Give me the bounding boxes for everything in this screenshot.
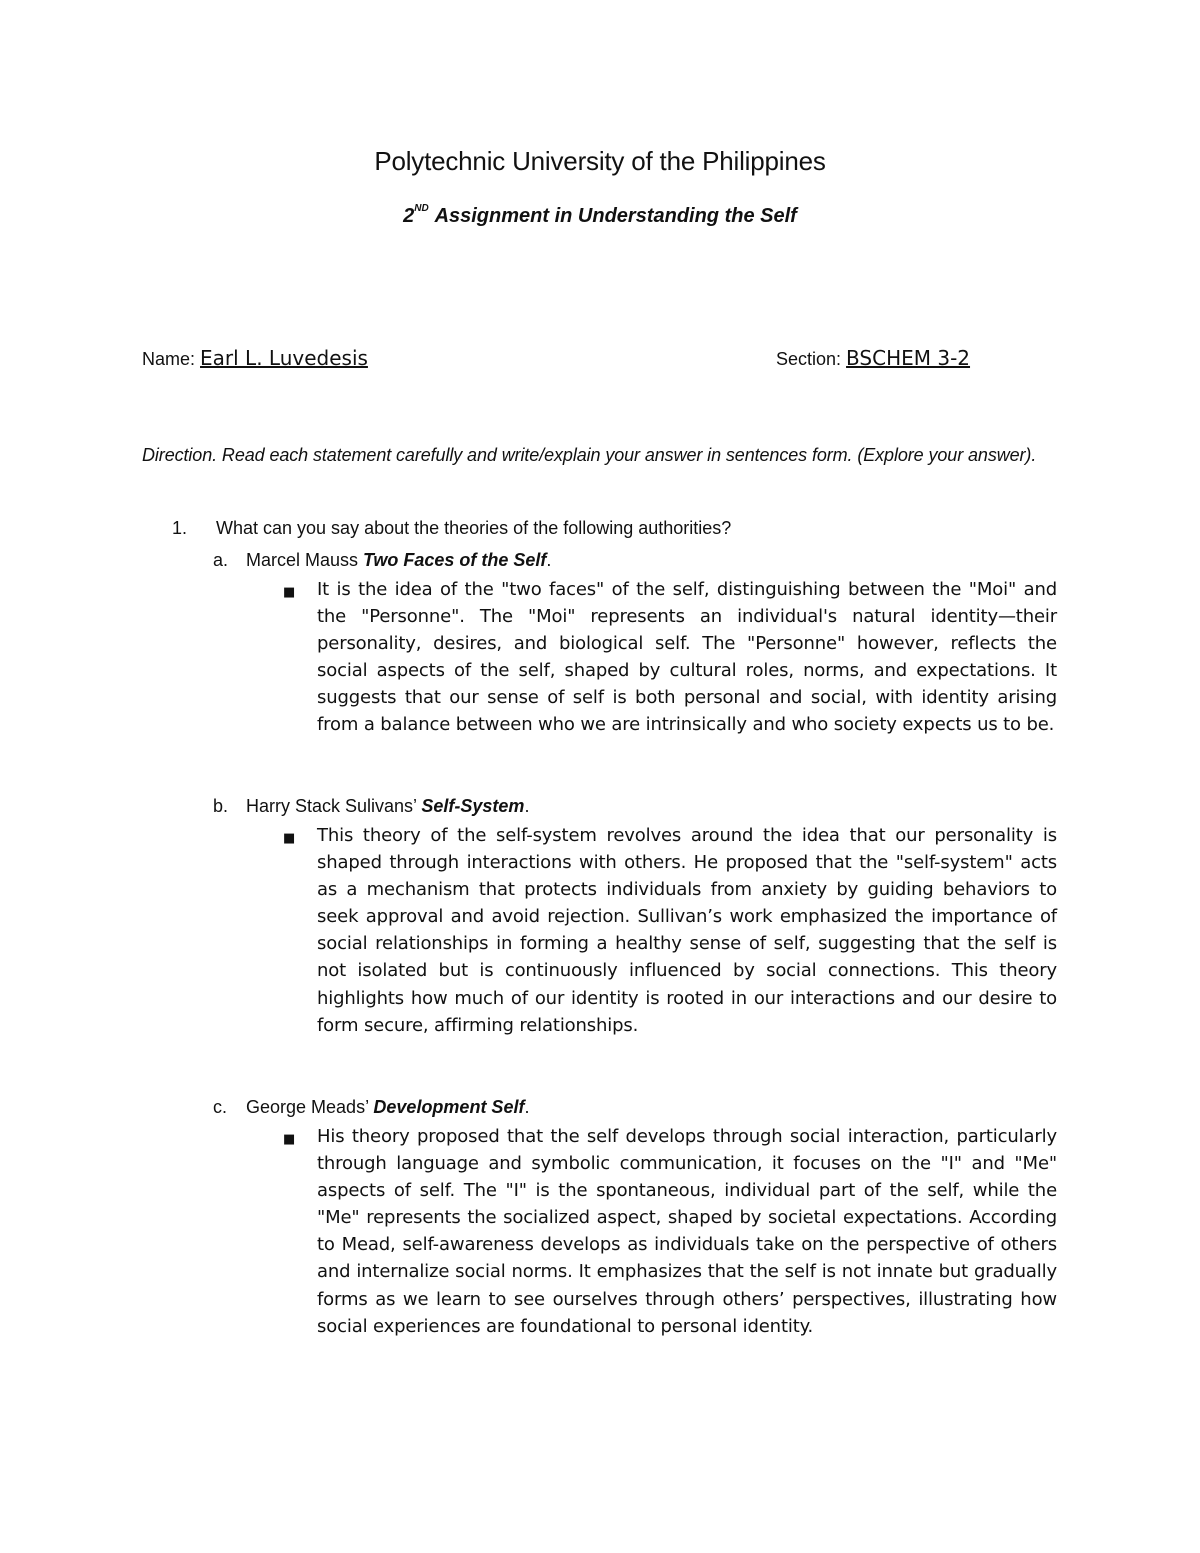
- assignment-ordinal-suffix: ND: [414, 203, 429, 214]
- name-label: Name:: [142, 349, 201, 369]
- item-heading: [246, 796, 529, 817]
- item-heading: [246, 550, 551, 571]
- student-section-row: [776, 346, 970, 370]
- item-answer: It is the idea of the "two faces" of the self, distinguishing between the "Moi" and the "Personne". The "Moi" represents an individual's natural identity—their personality, desires, and biological self. The "Personne" however, reflects the social aspects of the self, shaped by cultural roles, norms, and expectations. It suggests that our sense of self is both personal and social, with identity arising from a balance between who we are intrinsically and who society expects us to be.: [317, 579, 1057, 736]
- bullet-icon: ■: [283, 1132, 296, 1147]
- bullet-icon: ■: [283, 585, 296, 600]
- section-value: BSCHEM 3-2: [846, 346, 971, 370]
- item-author: Marcel Mauss: [246, 550, 364, 570]
- assignment-ordinal: 2: [403, 205, 415, 227]
- assignment-title: [0, 203, 1200, 228]
- item-heading: [246, 1097, 529, 1118]
- student-name-row: [142, 346, 368, 370]
- item-theory: Two Faces of the Self: [363, 550, 547, 570]
- university-title: Polytechnic University of the Philippines: [374, 146, 826, 176]
- section-label: Section:: [776, 349, 847, 369]
- item-period: .: [546, 550, 552, 570]
- question-text: What can you say about the theories of the following authorities?: [216, 518, 732, 538]
- assignment-title-text: Assignment in Understanding the Self: [429, 205, 797, 227]
- item-answer: His theory proposed that the self develops through social interaction, particularly through language and symbolic communication, it focuses on the "I" and "Me" aspects of self. The "I" is the spontaneous, individual part of the self, while the "Me" represents the socialized aspect, shaped by societal expectations. According to Mead, self-awareness develops as individuals take on the perspective of others and internalize social norms. It emphasizes that the self is not innate but gradually forms as we learn to see ourselves through others’ perspectives, illustrating how social experiences are foundational to personal identity.: [317, 1126, 1057, 1337]
- bullet-icon: ■: [283, 831, 296, 846]
- item-author: George Meads’: [246, 1097, 374, 1117]
- item-answer: This theory of the self-system revolves around the idea that our personality is shaped through interactions with others. He proposed that the "self-system" acts as a mechanism that protects individuals from anxiety by guiding behaviors to seek approval and avoid rejection. Sullivan’s work emphasized the importance of social relationships in forming a healthy sense of self, suggesting that the self is not isolated but is continuously influenced by social connections. This theory highlights how much of our identity is rooted in our interactions and our desire to form secure, affirming relationships.: [317, 825, 1057, 1036]
- item-letter: b.: [213, 796, 229, 816]
- item-theory: Self-System: [421, 796, 525, 816]
- item-theory: Development Self: [373, 1097, 525, 1117]
- item-letter: a.: [213, 550, 229, 570]
- direction-text: Direction. Read each statement carefully and write/explain your answer in sentences form. (Explore your answer).: [142, 445, 1037, 465]
- item-period: .: [524, 1097, 530, 1117]
- item-author: Harry Stack Sulivans’: [246, 796, 422, 816]
- item-period: .: [524, 796, 530, 816]
- item-letter: c.: [213, 1097, 228, 1117]
- question-number: 1.: [172, 518, 188, 538]
- name-value: Earl L. Luvedesis: [200, 346, 368, 370]
